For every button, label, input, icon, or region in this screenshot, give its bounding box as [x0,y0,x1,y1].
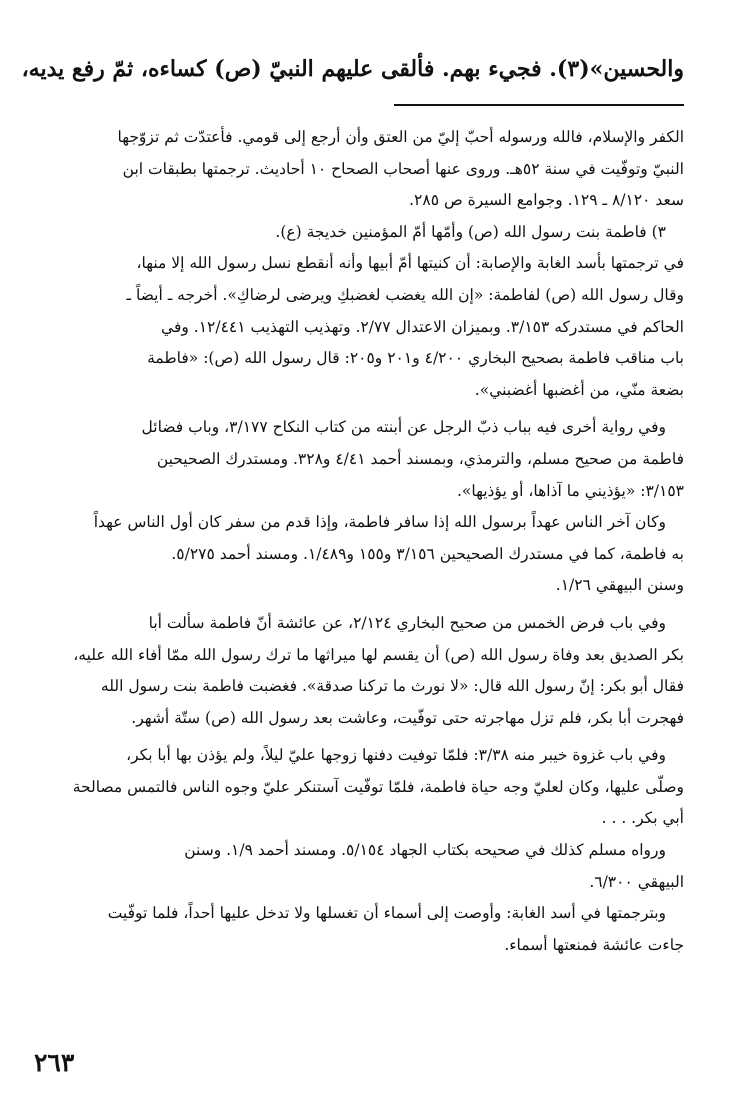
footnote-line: وفي باب فرض الخمس من صحيح البخاري ٢/١٢٤، عن عائشة أنّ فاطمة سألت أبا [148,613,666,632]
footnote-paragraph [62,608,684,734]
footnote-line: النبيّ وتوفّيت في سنة ٥٢هـ. وروى عنها أصحاب الصحاح ١٠ أحاديث. ترجمتها بطبقات ابن [122,159,684,178]
footnote-line: وقال رسول الله (ص) لفاطمة: «إن الله يغضب لغضبكِ ويرضى لرضاكِ». أخرجه ـ أيضاً ـ [126,285,684,304]
footnote-line: بكر الصديق بعد وفاة رسول الله (ص) أن يقسم لها ميراثها ما ترك رسول الله ممّا أفاء الله عليه، [73,645,684,664]
footnote-line: ٣/١٥٣: «يؤذيني ما آذاها، أو يؤذيها». [456,481,684,500]
footnote-line: الكفر والإسلام، فالله ورسوله أحبّ إليّ من العتق وأن أرجع إلى قومي. فأعتدّت ثم تزوّجها [117,128,684,146]
footnote-paragraph [62,507,684,602]
footnote-line: به فاطمة، كما في مستدرك الصحيحين ٣/١٥٦ و١٥٥ و١/٤٨٩. ومسند أحمد ٥/٢٧٥. [171,544,684,563]
footnote-paragraph [62,122,684,217]
footnote-line: وصلّى عليها، وكان لعليّ وجه حياة فاطمة، فلمّا توفّيت آستنكر عليّ وجوه الناس فالتمس مصالحة [72,777,684,796]
footnote-paragraph [62,740,684,835]
footnote-line: الحاكم في مستدركه ٣/١٥٣. وبميزان الاعتدال ٢/٧٧. وتهذيب التهذيب ١٢/٤٤١. وفي [161,317,684,336]
footnote-line: ٣) فاطمة بنت رسول الله (ص) وأمّها أمّ المؤمنين خديجة (ع). [275,222,666,241]
footnote-line: البيهقي ٦/٣٠٠. [589,872,684,891]
footnote-separator [394,104,684,106]
footnote-line: وسنن البيهقي ١/٢٦. [555,576,684,595]
footnotes-block [62,122,684,961]
footnote-line: أبي بكر. . . . [601,809,684,828]
page-number: ٢٦٣ [34,1048,75,1077]
footnote-line: وبترجمتها في أسد الغابة: وأوصت إلى أسماء أن تغسلها ولا تدخل عليها أحداً، فلما توفّيت [107,904,666,923]
footnote-line: وكان آخر الناس عهداً برسول الله إذا سافر فاطمة، وإذا قدم من سفر كان أول الناس عهداً [93,513,666,532]
footnote-line: فهجرت أبا بكر، فلم تزل مهاجرته حتى توفّيت، وعاشت بعد رسول الله (ص) ستّة أشهر. [131,708,684,727]
footnote-line: سعد ٨/١٢٠ ـ ١٢٩. وجوامع السيرة ص ٢٨٥. [409,191,684,210]
main-text-line: والحسين»(٣). فجيء بهم. فألقى عليهم النبيّ (ص) كساءه، ثمّ رفع يديه، [21,56,684,82]
footnote-paragraph [62,898,684,961]
footnote-line: وفي باب غزوة خيبر منه ٣/٣٨: فلمّا توفيت دفنها زوجها عليّ ليلاً، ولم يؤذن بها أبا بكر، [126,746,666,765]
footnote-line: في ترجمتها بأسد الغابة والإصابة: أن كنيتها أمّ أبيها وأنه أنقطع نسل رسول الله إلا منها، [136,254,684,273]
footnote-paragraph [62,412,684,507]
footnote-line: باب مناقب فاطمة بصحيح البخاري ٤/٢٠٠ و٢٠١ و٢٠٥: قال رسول الله (ص): «فاطمة [147,349,684,368]
footnote-line: وفي رواية أخرى فيه بباب ذبّ الرجل عن أبنته من كتاب النكاح ٣/١٧٧، وباب فضائل [141,418,666,437]
footnote-line: ورواه مسلم كذلك في صحيحه بكتاب الجهاد ٥/١٥٤. ومسند أحمد ١/٩. وسنن [184,841,666,860]
footnote-paragraph [62,835,684,898]
footnote-line: فاطمة من صحيح مسلم، والترمذي، وبمسند أحمد ٤/٤١ و٣٢٨. ومستدرك الصحيحين [156,449,684,468]
footnote-line: جاءت عائشة فمنعتها أسماء. [504,935,684,954]
footnote-paragraph [62,248,684,406]
footnote-paragraph [62,217,684,249]
footnote-line: بضعة منّي، من أغضبها أغضبني». [474,380,684,399]
footnote-line: فقال أبو بكر: إنّ رسول الله قال: «لا نورث ما تركنا صدقة». فغضبت فاطمة بنت رسول الله [100,677,684,696]
